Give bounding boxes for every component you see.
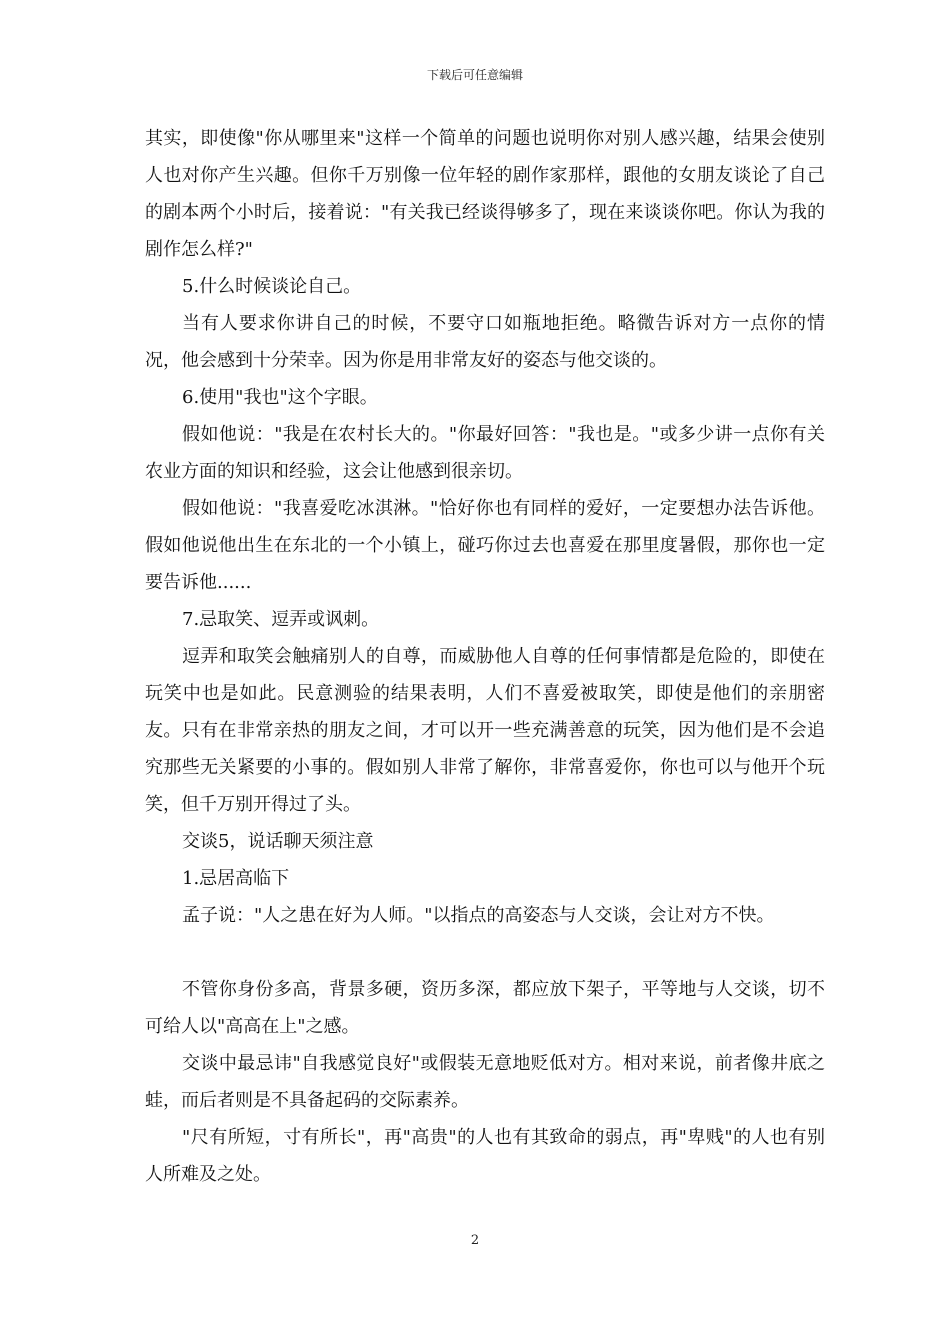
- heading-me-too: 6.使用"我也"这个字眼。: [182, 387, 378, 408]
- paragraph-me-too-icecream: 假如他说："我喜爱吃冰淇淋。"恰好你也有同样的爱好，一定要想办法告诉他。假如他说他出生在东北的一个小镇上，碰巧你过去也喜爱在那里度暑假，那你也一定要告诉他......: [145, 498, 825, 593]
- paragraph-interest-question: 其实，即使像"你从哪里来"这样一个简单的问题也说明你对别人感兴趣，结果会使别人也对你产生兴趣。但你千万别像一位年轻的剧作家那样，跟他的女朋友谈论了自己的剧本两个小时后，接着说："有关我已经谈得够多了，现在来谈谈你吧。你认为我的剧作怎么样?": [145, 128, 825, 260]
- paragraph-strengths-weaknesses: "尺有所短，寸有所长"，再"高贵"的人也有其致命的弱点，再"卑贱"的人也有别人所难及之处。: [145, 1127, 825, 1185]
- document-body: [145, 120, 825, 1193]
- heading-avoid-teasing: 7.忌取笑、逗弄或讽刺。: [182, 609, 380, 630]
- paragraph-self-satisfaction: 交谈中最忌讳"自我感觉良好"或假装无意地贬低对方。相对来说，前者像井底之蛙，而后者则是不具备起码的交际素养。: [145, 1053, 825, 1111]
- page-number: 2: [470, 1233, 480, 1248]
- paragraph-talk-about-self: 当有人要求你讲自己的时候，不要守口如瓶地拒绝。略微告诉对方一点你的情况，他会感到十分荣幸。因为你是用非常友好的姿态与他交谈的。: [145, 313, 825, 371]
- paragraph-equal-footing: 不管你身份多高，背景多硬，资历多深，都应放下架子，平等地与人交谈，切不可给人以"高高在上"之感。: [145, 979, 825, 1037]
- page-header: 下载后可任意编辑: [426, 68, 523, 82]
- heading-talk-about-self: 5.什么时候谈论自己。: [182, 276, 362, 297]
- heading-avoid-condescension: 1.忌居高临下: [182, 868, 290, 889]
- section-heading-conversation-5: 交谈5，说话聊天须注意: [182, 831, 374, 852]
- paragraph-avoid-teasing: 逗弄和取笑会触痛别人的自尊，而威胁他人自尊的任何事情都是危险的，即使在玩笑中也是如此。民意测验的结果表明，人们不喜爱被取笑，即使是他们的亲朋密友。只有在非常亲热的朋友之间，才可以开一些充满善意的玩笑，因为他们是不会追究那些无关紧要的小事的。假如别人非常了解你，非常喜爱你，你也可以与他开个玩笑，但千万别开得过了头。: [145, 646, 825, 815]
- blank-line: [145, 934, 825, 971]
- paragraph-mencius-quote: 孟子说："人之患在好为人师。"以指点的高姿态与人交谈，会让对方不快。: [182, 905, 775, 926]
- paragraph-me-too-farm: 假如他说："我是在农村长大的。"你最好回答："我也是。"或多少讲一点你有关农业方面的知识和经验，这会让他感到很亲切。: [145, 424, 825, 482]
